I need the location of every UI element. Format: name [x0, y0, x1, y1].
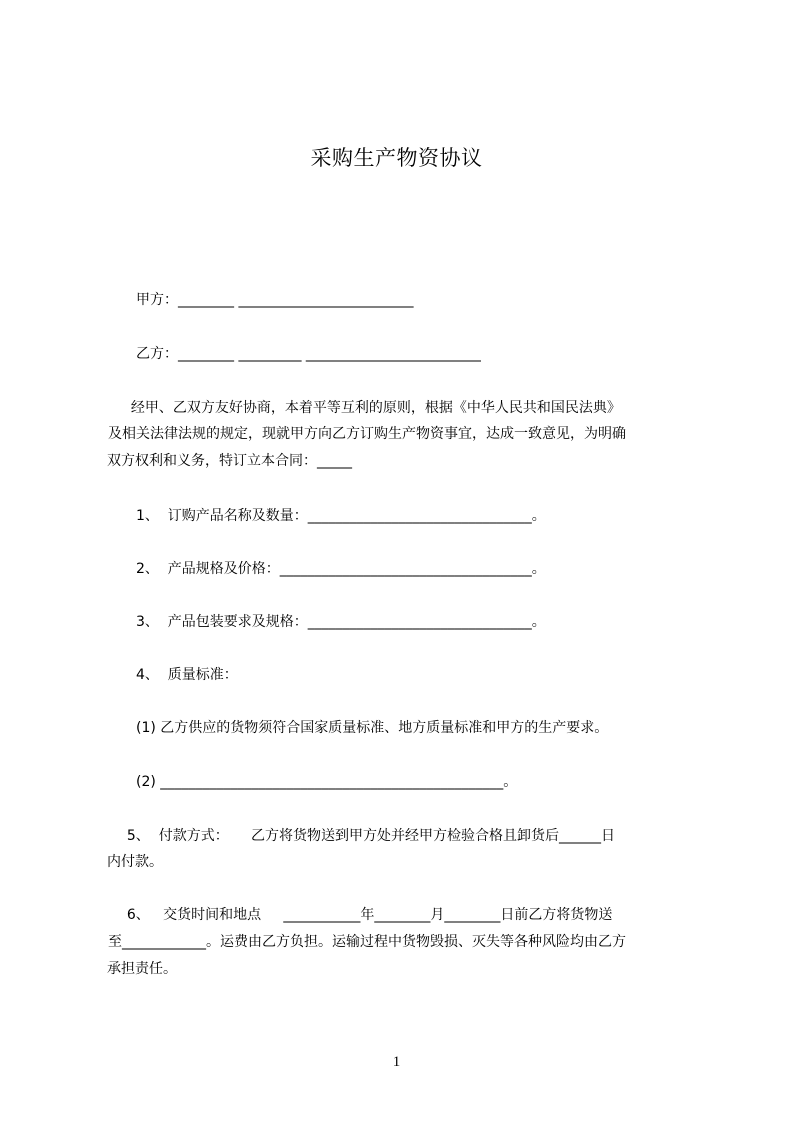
page-number: 1	[392, 1054, 401, 1070]
clause-5-line-2: 内付款。	[107, 854, 163, 870]
document-title: 采购生产物资协议	[310, 146, 483, 170]
intro-line-1: 经甲、乙双方友好协商，本着平等互利的原则，根据《中华人民共和国民法典》	[122, 400, 621, 416]
clause-3: 3、 产品包装要求及规格：________________________________。	[136, 614, 546, 630]
clause-4: 4、 质量标准：	[136, 667, 238, 683]
clause-4-sub-1: (1) 乙方供应的货物须符合国家质量标准、地方质量标准和甲方的生产要求。	[136, 720, 609, 736]
clause-4-sub-2: (2) _________________________________________________。	[136, 774, 518, 790]
intro-line-2: 及相关法律法规的规定，现就甲方向乙方订购生产物资事宜，达成一致意见，为明确	[108, 426, 626, 442]
intro-line-3: 双方权利和义务，特订立本合同：_____	[107, 453, 352, 469]
clause-6-line-1: 6、 交货时间和地点 ___________年________月________日前乙方将货物送	[118, 907, 613, 923]
party-a-line: 甲方：________ _________________________	[136, 292, 414, 308]
clause-1: 1、 订购产品名称及数量：________________________________。	[136, 508, 546, 524]
clause-6-line-2: 至____________。运费由乙方负担。运输过程中货物毁损、灭失等各种风险均由乙方	[108, 934, 626, 950]
clause-2: 2、 产品规格及价格：____________________________________。	[136, 561, 546, 577]
party-b-line: 乙方：________ _________ _________________________	[136, 346, 481, 362]
clause-6-line-3: 承担责任。	[107, 961, 177, 977]
clause-5-line-1: 5、 付款方式： 乙方将货物送到甲方处并经甲方检验合格且卸货后______日	[118, 828, 615, 844]
